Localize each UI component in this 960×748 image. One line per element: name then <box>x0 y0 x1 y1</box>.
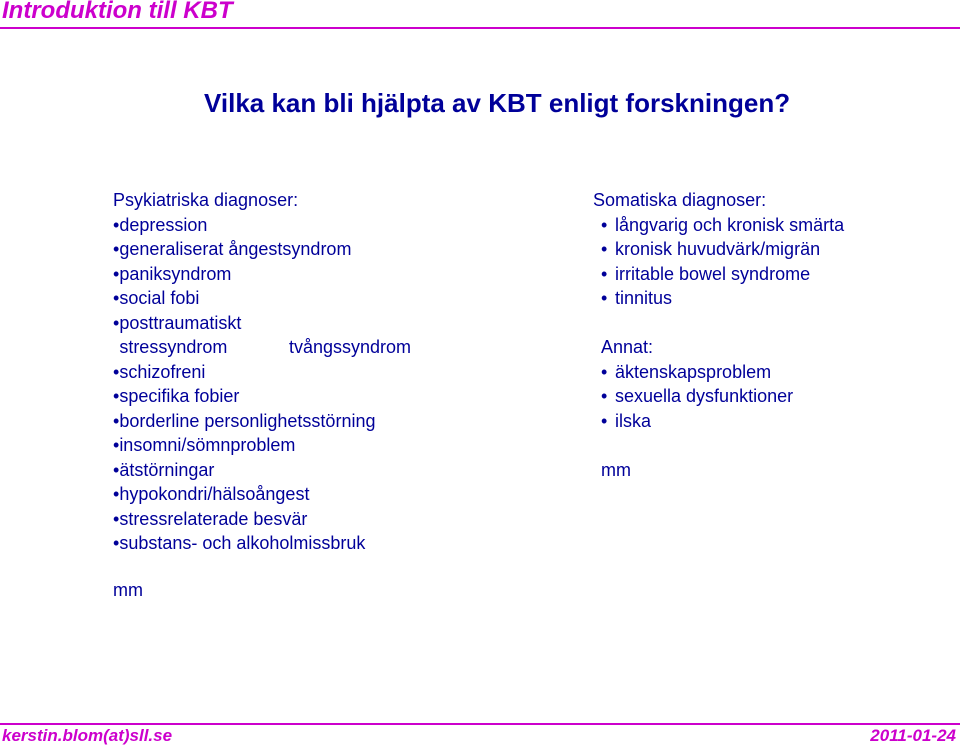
list-item: • irritable bowel syndrome <box>593 262 844 287</box>
bullet-icon: • <box>113 484 120 504</box>
list-item: • tinnitus <box>593 286 844 311</box>
psychiatric-diagnoses-column <box>113 188 411 556</box>
footer-divider <box>0 723 960 725</box>
bullet-icon: • <box>113 239 120 259</box>
list-item: •specifika fobier <box>113 386 240 406</box>
list-item: •borderline personlighetsstörning <box>113 410 376 431</box>
bullet-icon: • <box>113 312 120 333</box>
list-item: • ilska <box>593 409 844 434</box>
bullet-icon: • <box>601 361 608 382</box>
left-etc-note: mm <box>113 580 143 600</box>
bullet-icon: • <box>113 533 120 553</box>
header-title: Introduktion till KBT <box>2 0 233 24</box>
somatic-diagnoses-column <box>593 188 844 482</box>
list-item: • äktenskapsproblem <box>593 360 844 385</box>
list-item: •posttraumatiskt stressyndrom <box>113 312 242 357</box>
bullet-icon: • <box>601 288 608 308</box>
list-item: • sexuella dysfunktioner <box>593 384 844 409</box>
psychiatric-heading: Psykiatriska diagnoser: <box>113 190 299 210</box>
spacer <box>593 311 844 336</box>
other-heading: Annat: <box>601 337 654 357</box>
list-item: •depression <box>113 214 208 235</box>
bullet-icon: • <box>601 410 608 431</box>
bullet-icon: • <box>601 386 608 406</box>
bullet-icon: • <box>113 263 120 284</box>
list-item: •generaliserat ångestsyndrom <box>113 239 352 259</box>
bullet-icon: • <box>113 214 120 235</box>
bullet-icon: • <box>113 508 120 529</box>
list-item: •schizofreni <box>113 361 206 382</box>
list-item: •paniksyndrom <box>113 263 232 284</box>
bullet-icon: • <box>113 361 120 382</box>
list-item: • kronisk huvudvärk/migrän <box>593 237 844 262</box>
bullet-icon: • <box>113 410 120 431</box>
list-item: •ätstörningar <box>113 459 215 480</box>
bullet-icon: • <box>113 435 120 455</box>
list-item: • långvarig och kronisk smärta <box>593 213 844 238</box>
bullet-icon: • <box>601 239 608 259</box>
footer-date: 2011-01-24 <box>870 726 956 745</box>
list-item: •social fobi <box>113 288 200 308</box>
list-item: •stressrelaterade besvär <box>113 508 308 529</box>
bullet-icon: • <box>113 459 120 480</box>
footer-email: kerstin.blom(at)sll.se <box>2 726 173 745</box>
bullet-icon: • <box>601 263 608 284</box>
bullet-icon: • <box>113 288 120 308</box>
header-divider <box>0 27 960 29</box>
list-item: •hypokondri/hälsoångest <box>113 484 310 504</box>
list-item: tvångssyndrom <box>289 337 412 357</box>
bullet-icon: • <box>601 214 608 235</box>
somatic-heading: Somatiska diagnoser: <box>593 190 767 210</box>
list-item: •insomni/sömnproblem <box>113 435 296 455</box>
slide-heading: Vilka kan bli hjälpta av KBT enligt forskningen? <box>204 88 791 118</box>
right-etc-note: mm <box>601 459 631 480</box>
spacer <box>593 433 844 458</box>
bullet-icon: • <box>113 386 120 406</box>
list-item: •substans- och alkoholmissbruk <box>113 533 366 553</box>
